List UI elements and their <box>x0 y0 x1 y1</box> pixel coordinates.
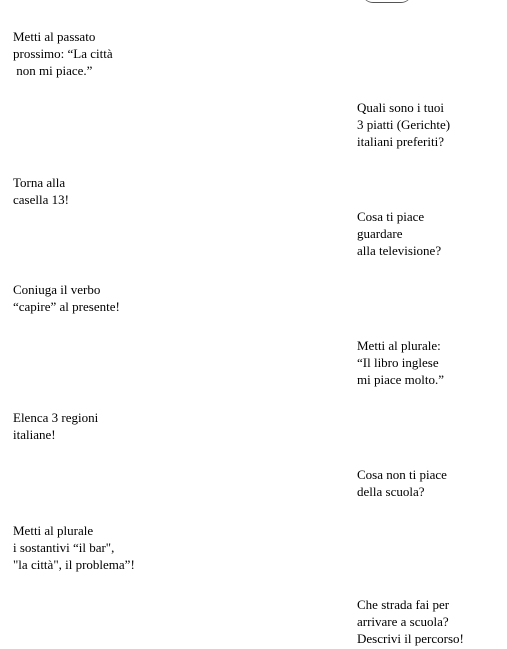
task-line: “Il libro inglese <box>357 355 439 370</box>
task-line: Descrivi il percorso! <box>357 631 464 646</box>
task-cell-regions <box>13 409 98 443</box>
task-line: italiani preferiti? <box>357 134 444 149</box>
task-line: italiane! <box>13 427 56 442</box>
task-line: non mi piace.” <box>13 63 93 78</box>
task-line: "la città", il problema”! <box>13 557 135 572</box>
task-line: Cosa ti piace <box>357 209 425 224</box>
task-line: Metti al plurale <box>13 523 94 538</box>
task-cell-plural-nouns <box>13 522 135 573</box>
task-cell-past-tense <box>13 28 113 79</box>
task-line: Elenca 3 regioni <box>13 410 99 425</box>
task-cell-school <box>357 466 447 500</box>
task-line: Che strada fai per <box>357 597 450 612</box>
task-cell-favorite-dishes <box>357 99 450 150</box>
task-line: arrivare a scuola? <box>357 614 449 629</box>
task-line: Torna alla <box>13 175 66 190</box>
task-line: Quali sono i tuoi <box>357 100 445 115</box>
task-line: mi piace molto.” <box>357 372 445 387</box>
task-line: alla televisione? <box>357 243 442 258</box>
task-cell-plural-sentence <box>357 337 444 388</box>
task-line: i sostantivi “il bar", <box>13 540 115 555</box>
task-line: della scuola? <box>357 484 425 499</box>
task-line: Metti al passato <box>13 29 96 44</box>
task-cell-television <box>357 208 441 259</box>
task-cell-go-back <box>13 174 69 208</box>
task-line: “capire” al presente! <box>13 299 120 314</box>
task-cell-conjugate <box>13 281 120 315</box>
task-line: 3 piatti (Gerichte) <box>357 117 451 132</box>
task-line: Metti al plurale: <box>357 338 441 353</box>
task-line: prossimo: “La città <box>13 46 113 61</box>
task-line: casella 13! <box>13 192 69 207</box>
cut-off-text-fragment <box>362 0 412 3</box>
task-line: Coniuga il verbo <box>13 282 101 297</box>
task-line: guardare <box>357 226 403 241</box>
task-line: Cosa non ti piace <box>357 467 447 482</box>
task-cell-route <box>357 596 464 647</box>
